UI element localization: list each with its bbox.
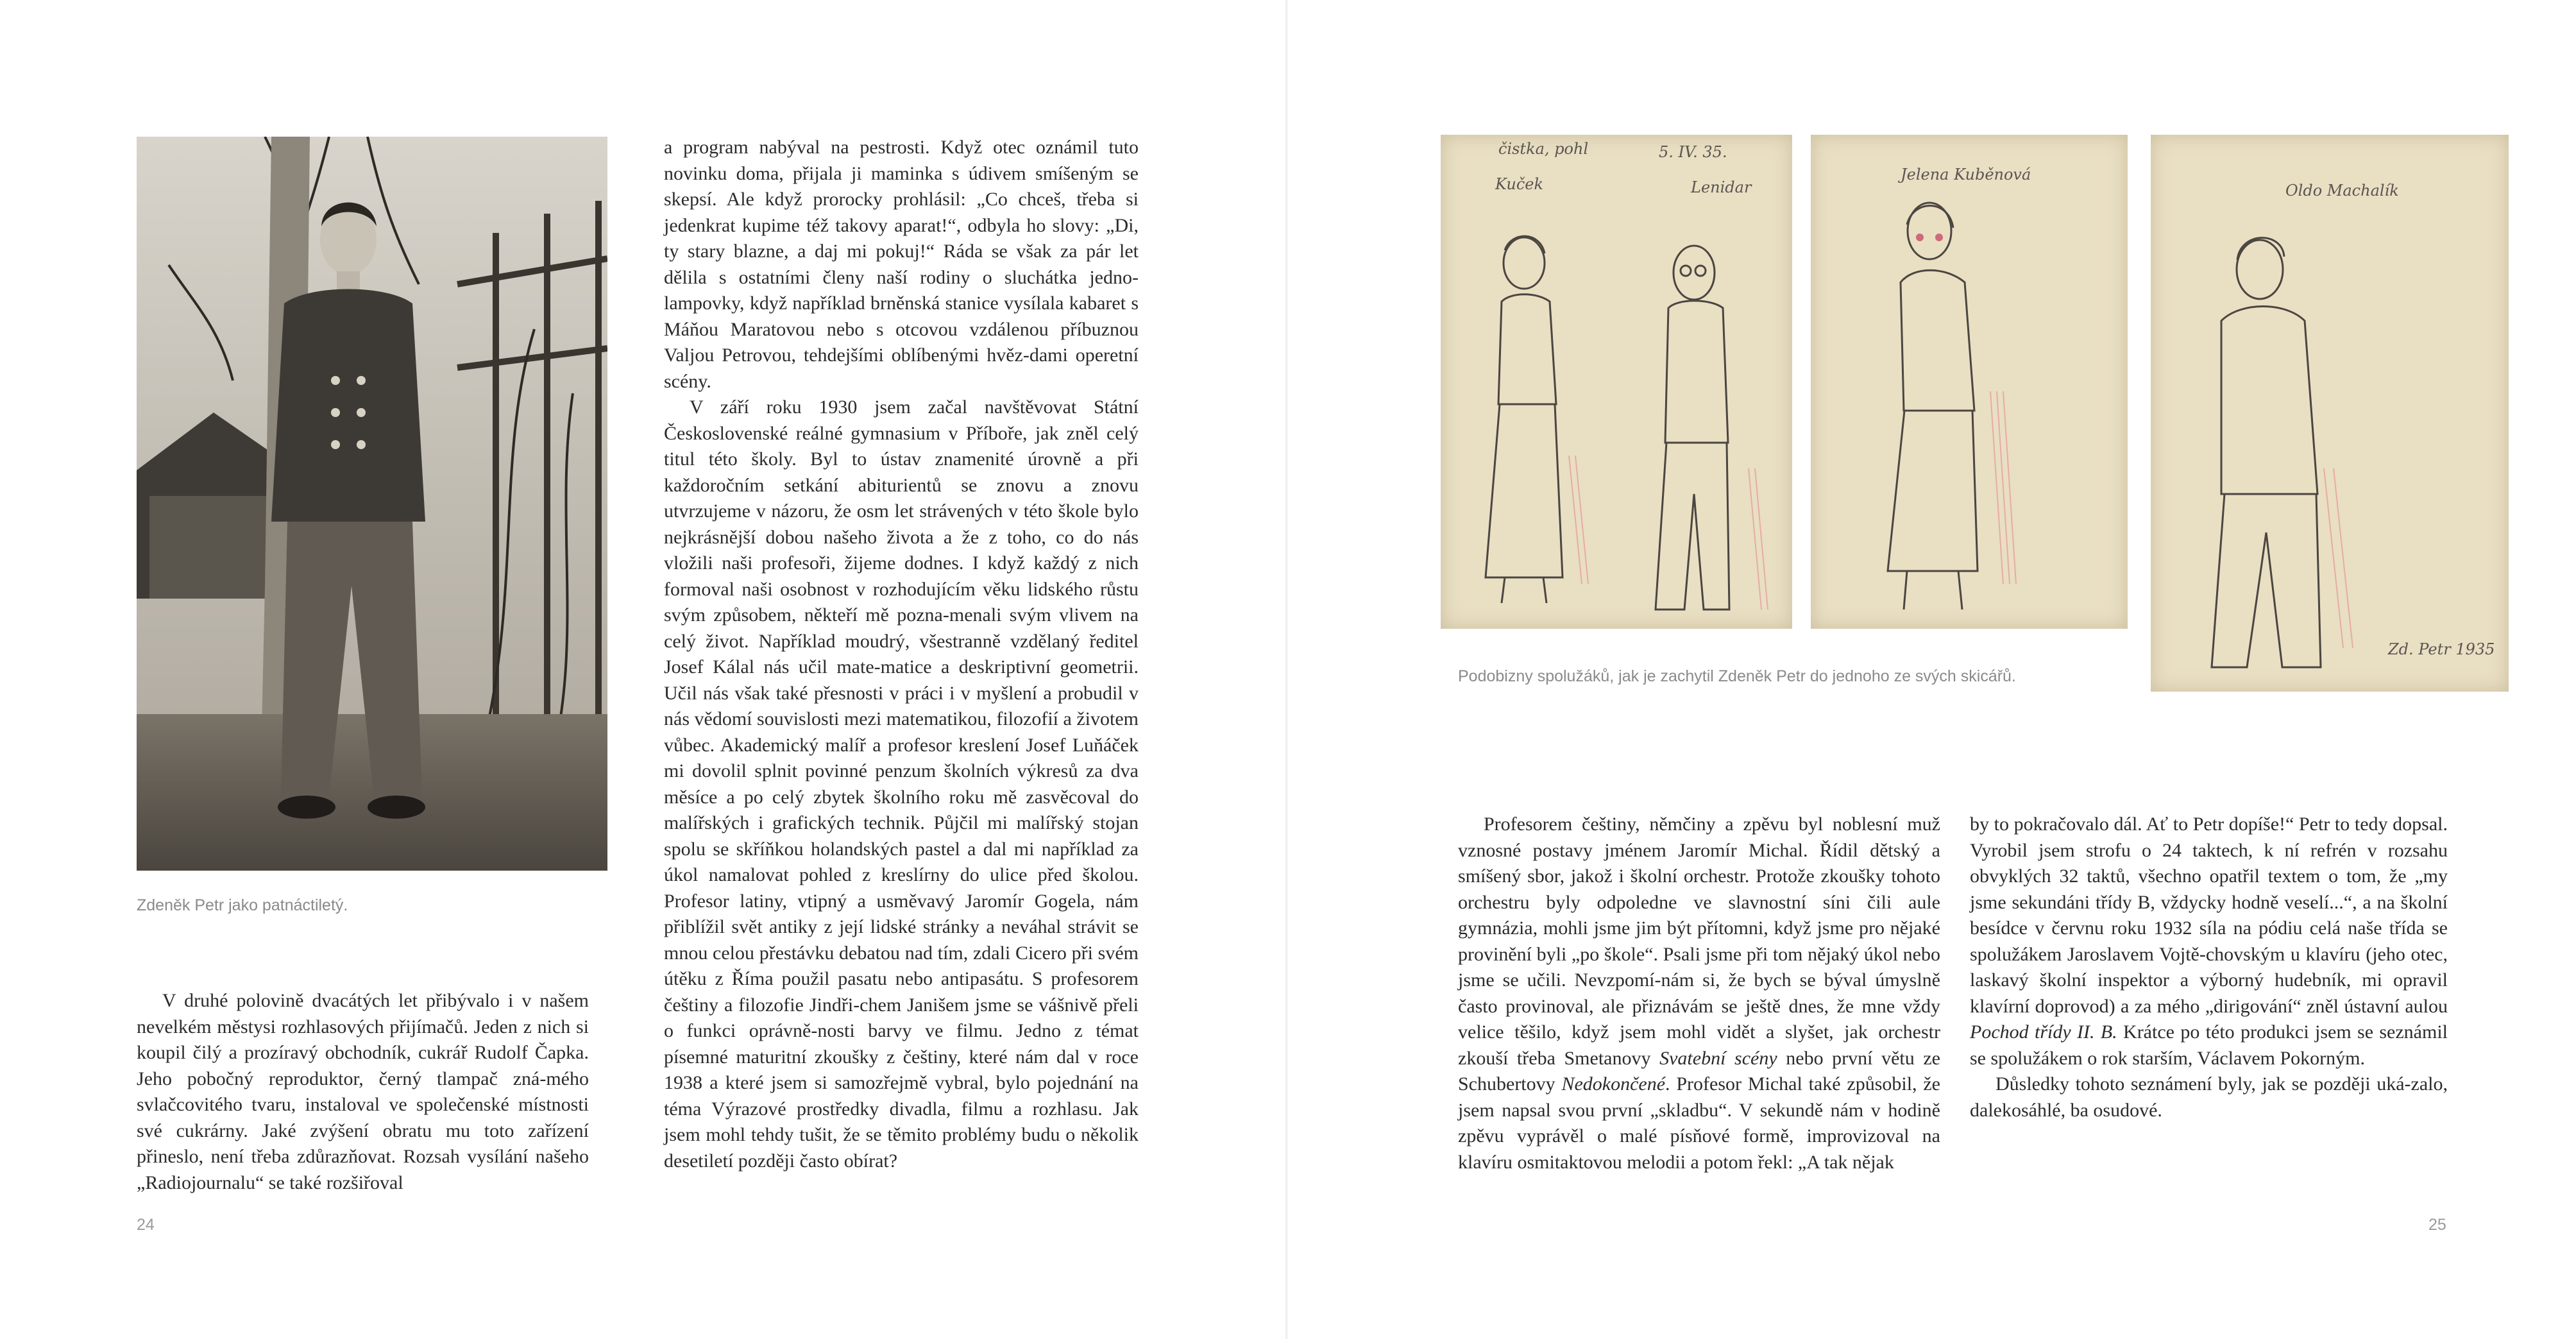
right-column-1 [1458, 812, 1940, 1175]
photo-caption: Zdeněk Petr jako patnáctiletý. [137, 896, 348, 914]
sketch-signature: Zd. Petr 1935 [2388, 640, 2495, 658]
left-column-2 [664, 135, 1139, 1174]
sketch-male-classmate [2151, 135, 2509, 692]
text-run: nebo první větu ze Schubertovy [1458, 1047, 1940, 1095]
sketch-date: 5. IV. 35. [1659, 143, 1727, 161]
text-run: Krátce po této produkci jsem se seznámil se spolužákem o rok starším, Václavem Pokorným. [1970, 1021, 2448, 1069]
right-column-2 [1970, 812, 2448, 1123]
sketch-name: Lenidar [1691, 178, 1752, 196]
work-title: Pochod třídy II. B. [1970, 1021, 2117, 1043]
page-number: 25 [2428, 1216, 2446, 1234]
paragraph [1970, 812, 2448, 1071]
paragraph: V druhé polovině dvacátých let přibývalo i v našem nevelkém městysi rozhlasových přijímačů. Jeden z nich si koupil čilý a prozíravý obchodník, cukrář Rudolf Čapka. Jeho pobočný reproduktor, černý tlampač zná-mého svlačcovitého tvaru, instaloval ve společenské místnosti své cukrárny. Jaké zvýšení obratu mu toto zařízení přineslo, není třeba zdůrazňovat. Rozsah vysílání našeho „Radiojournalu“ se také rozšiřoval [137, 990, 589, 1193]
paragraph: V září roku 1930 jsem začal navštěvovat Státní Československé reálné gymnasium v Příboře, jak zněl celý titul této školy. Byl to ústav znamenité úrovně a při každoročním setkání abiturientů se znovu a znovu utvrzujeme v názoru, že osm let strávených v této škole bylo nejkrásnější dobou našeho života a že z toho, co do nás vložili naši profesoři, žijeme dodnes. I když každý z nich formoval naši osobnost v rozhodujícím věku lidského růstu svým způsobem, někteří mě pozna-menali svým vlivem na celý život. Například moudrý, všestranně vzdělaný ředitel Josef Kálal nás učil mate-matice a deskriptivní geometrii. Učil nás však také přesnosti v práci i v myšlení a probudil v nás vědomí souvislosti mezi matematikou, filozofií a životem vůbec. Akademický malíř a profesor kreslení Josef Luňáček mi dovolil splnit povinné penzum školních výkresů za dva měsíce a po celý zbytek školního roku mě zasvěcoval do malířských i grafických technik. Půjčil mi malířský stojan spolu se skříňkou holandských pastel a dal mi například za úkol namalovat pohled z kreslírny do ulice před školou. Profesor latiny, vtipný a usměvavý Jaromír Gogela, nám přiblížil svět antiky z její lidské stránky a neváhal strávit se mnou celou přestávku debatou nad tím, zdali Cicero při svém útěku z Říma použil pasatu nebo antipasátu. S profesorem češtiny a filozofie Jindři-chem Janišem jsme se vášnivě přeli o funkci oprávně-nosti barvy ve filmu. Jedno z témat písemné maturitní zkoušky z češtiny, které nám dal v roce 1938 a které jsem si samozřejmě vybral, bylo pojednání na téma Výrazové prostředky divadla, filmu a rozhlasu. Jak jsem mohl tehdy tušit, že se těmito problémy budu o několik desetiletí později často obírat? [664, 397, 1139, 1172]
paragraph: Důsledky tohoto seznámení byly, jak se později uká-zalo, dalekosáhlé, ba osudové. [1970, 1073, 2448, 1121]
sketch-female-classmate [1811, 135, 2128, 629]
sketch-two-classmates [1441, 135, 1792, 629]
work-title: Nedokončené [1561, 1073, 1666, 1095]
sketch-caption: Podobizny spolužáků, jak je zachytil Zdeněk Petr do jednoho ze svých skicářů. [1458, 667, 2016, 685]
sketch-name: Jelena Kuběnová [1901, 166, 2031, 183]
sketch-name: Kuček [1495, 175, 1544, 193]
text-run: by to pokračovalo dál. Ať to Petr dopíše!“ Petr to tedy dopsal. Vyrobil jsem strofu o 24 taktech, k ní refrén v rozsahu obvyklých 32 taktů, všechno opatřil textem o tom, že „my jsme sekundáni třídy B, vždycky hodně veselí...“, a na školní besídce v červnu roku 1932 síla na pódiu celá naše třída se spolužákem Jaroslavem Vojtě-chovským u klavíru (jeho otec, laskavý školní inspektor a výborný hudebník, mi opravil klavírní doprovod) a za mého „dirigování“ zněl ústavní aulou [1970, 814, 2448, 1017]
page-number: 24 [137, 1216, 155, 1234]
paragraph [1458, 812, 1940, 1175]
text-run: Profesorem češtiny, němčiny a zpěvu byl noblesní muž vznosné postavy jménem Jaromír Michal. Řídil dětský a smíšený sbor, jakož i školní orchestr. Protože zkoušky tohoto orchestru byly odpoledne ve slavnostní síni čili aule gymnázia, mohli jsme jim být přítomni, když jsme pro nějaké provinění byli „po škole“. Psali jsme při tom nějaký úkol nebo jsme se učili. Nevzpomí-nám si, že bych se býval úmyslně často provinoval, ale přiznávám se ještě dnes, že mne vždy velice těšilo, když jsem mohl vidět a slyšet, jak orchestr zkouší třeba Smetanovy [1458, 814, 1940, 1069]
left-column-1 [137, 988, 589, 1196]
portrait-photo [137, 137, 607, 871]
paragraph: a program nabýval na pestrosti. Když otec oznámil tuto novinku doma, přijala ji maminka s údivem smíšeným se skepsí. Ale když prorocky prohlásil: „Co chceš, třeba si jedenkrat kupime též takovy aparat!“, odbyla ho slovy: „Di, ty stary blazne, a daj mi pokuj!“ Ráda se však za pár let dělila s ostatními členy naší rodiny o sluchátka jedno-lampovky, když například brněnská stanice vysílala kabaret s Máňou Maratovou nebo s otcovou vzdálenou příbuznou Valjou Petrovou, tehdejšími oblíbenými hvěz-dami operetní scény. [664, 137, 1139, 392]
sketch-note: čistka, pohl [1498, 140, 1589, 158]
sketch-name: Oldo Machalík [2285, 182, 2399, 200]
text-run: . Profesor Michal také způsobil, že jsem napsal svou první „skladbu“. V sekundě nám v hodině zpěvu vyprávěl o malé písňové formě, improvizoval na klavíru osmitaktovou melodii a potom řekl: „A tak nějak [1458, 1073, 1940, 1173]
right-page [1288, 0, 2576, 1339]
work-title: Svatební scény [1659, 1047, 1777, 1069]
